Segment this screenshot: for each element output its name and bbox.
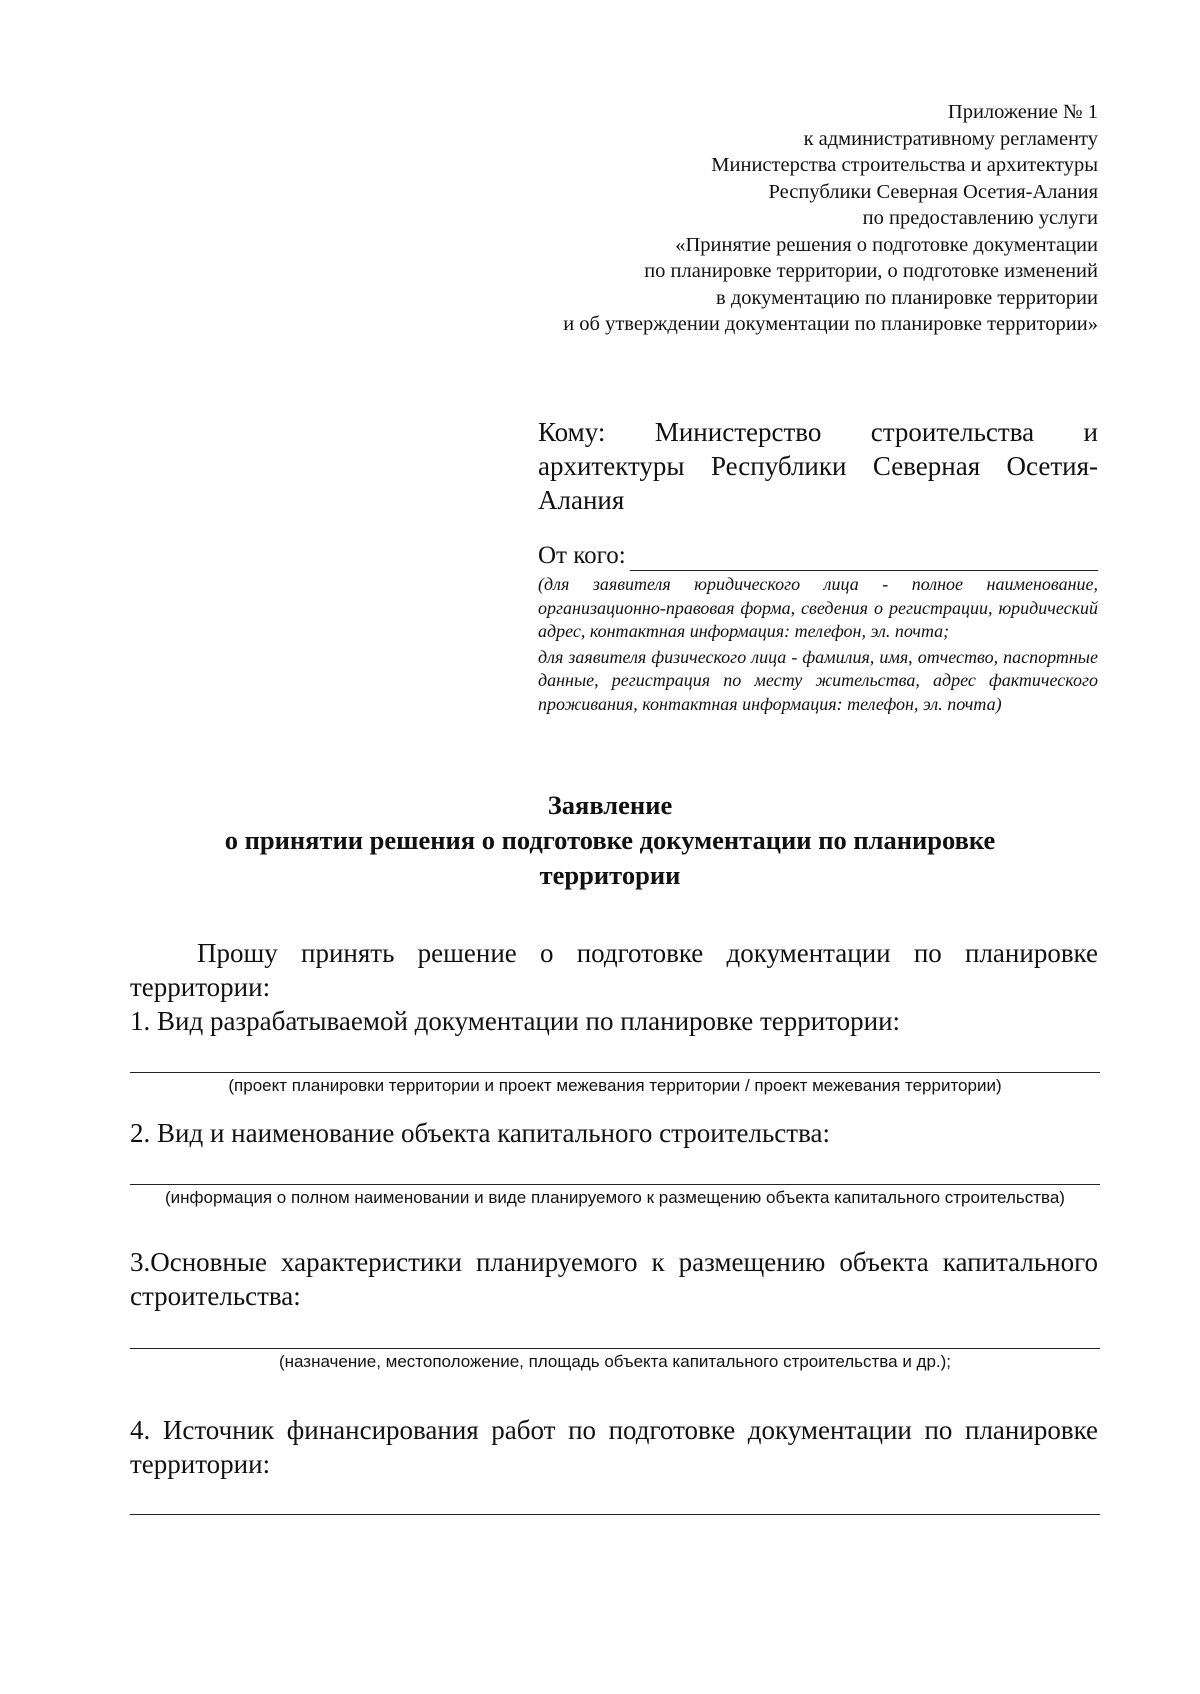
appendix-line: к административному регламенту xyxy=(803,127,1098,150)
addressee-block: Кому: Министерство строительства и архитектуры Республики Северная Осетия-Алания xyxy=(538,417,1098,515)
application-title xyxy=(120,788,1100,893)
appendix-line: по планировке территории, о подготовке изменений xyxy=(644,260,1098,282)
sender-field[interactable] xyxy=(538,541,1098,571)
sender-label: От кого: xyxy=(538,542,626,569)
documentation-type-blank-line[interactable] xyxy=(130,1072,1100,1073)
object-characteristics-field[interactable] xyxy=(130,1348,1100,1372)
item-object-name: 2. Вид и наименование объекта капитального строительства: xyxy=(130,1118,830,1148)
appendix-line: в документацию по планировке территории xyxy=(716,286,1098,309)
appendix-line: Министерства строительства и архитектуры xyxy=(711,154,1098,176)
object-name-blank-line[interactable] xyxy=(130,1184,1100,1185)
request-intro: Прошу принять решение о подготовке документации по планировке территории: xyxy=(130,938,1098,1002)
appendix-line: Республики Северная Осетия-Алания xyxy=(768,180,1098,203)
appendix-header xyxy=(458,99,1098,338)
appendix-line: по предоставлению услуги xyxy=(862,207,1098,229)
object-name-field[interactable] xyxy=(130,1184,1100,1208)
funding-source-blank-line[interactable] xyxy=(130,1514,1100,1515)
title-line: Заявление xyxy=(547,790,673,820)
sender-note-legal: (для заявителя юридического лица - полное наименование, организационно-правовая форма, сведения о регистрации, юридический адрес, контактная информация: телефон, эл. почта; xyxy=(538,574,1098,641)
item-documentation-type: 1. Вид разрабатываемой документации по планировке территории: xyxy=(130,1006,901,1036)
title-line: о принятии решения о подготовке документации по планировке xyxy=(224,825,996,855)
appendix-line: Приложение № 1 xyxy=(947,101,1098,123)
funding-source-field[interactable] xyxy=(130,1514,1100,1515)
appendix-line: и об утверждении документации по планировке территории» xyxy=(563,313,1098,335)
sender-note-individual: для заявителя физического лица - фамилия, имя, отчество, паспортные данные, регистрация по месту жительства, адрес фактического проживания, контактная информация: телефон, эл. почта) xyxy=(538,646,1098,714)
title-line: территории xyxy=(539,860,681,890)
documentation-type-hint: (проект планировки территории и проект межевания территории / проект межевания территории) xyxy=(228,1076,1002,1095)
sender-blank-line[interactable] xyxy=(630,548,1098,571)
item-object-characteristics: 3.Основные характеристики планируемого к размещению объекта капитального строительства: xyxy=(130,1247,1098,1311)
item-funding-source: 4. Источник финансирования работ по подготовке документации по планировке территории: xyxy=(130,1415,1098,1479)
sender-block xyxy=(538,541,1098,716)
documentation-type-field[interactable] xyxy=(130,1072,1100,1096)
object-name-hint: (информация о полном наименовании и виде планируемого к размещению объекта капитального строительства) xyxy=(165,1188,1065,1207)
appendix-line: «Принятие решения о подготовке документации xyxy=(675,233,1098,256)
object-characteristics-blank-line[interactable] xyxy=(130,1348,1100,1349)
object-characteristics-hint: (назначение, местоположение, площадь объекта капитального строительства и др.); xyxy=(278,1352,952,1371)
